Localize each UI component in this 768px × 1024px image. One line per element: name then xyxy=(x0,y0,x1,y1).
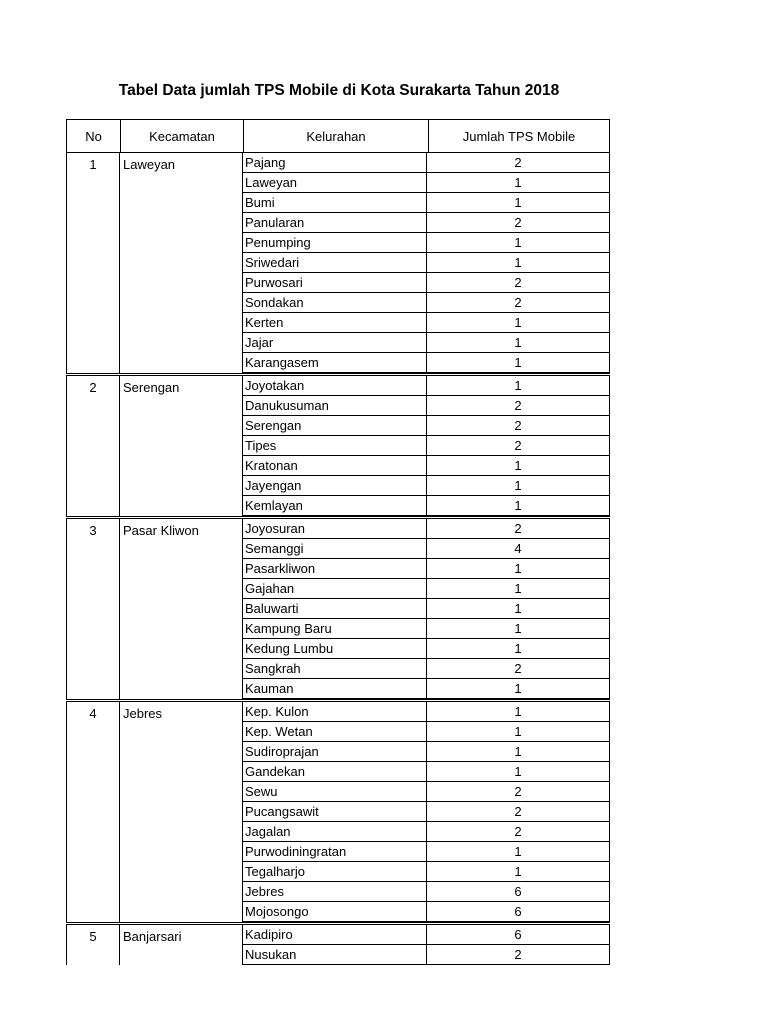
jumlah-cell: 2 xyxy=(427,822,610,841)
table-row xyxy=(243,822,610,842)
kelurahan-cell: Joyotakan xyxy=(243,376,427,395)
kelurahan-cell: Gajahan xyxy=(243,579,427,598)
table-row xyxy=(243,476,610,496)
table-row xyxy=(243,376,610,396)
table-row xyxy=(243,679,610,699)
jumlah-cell: 2 xyxy=(427,782,610,801)
jumlah-cell: 1 xyxy=(427,842,610,861)
table-row xyxy=(243,153,610,173)
table-row xyxy=(243,842,610,862)
table-row xyxy=(243,396,610,416)
group-no: 1 xyxy=(67,153,120,373)
kelurahan-cell: Kemlayan xyxy=(243,496,427,515)
jumlah-cell: 1 xyxy=(427,619,610,638)
header-jumlah: Jumlah TPS Mobile xyxy=(428,120,609,152)
table-row xyxy=(243,496,610,516)
jumlah-cell: 2 xyxy=(427,396,610,415)
table-row xyxy=(243,173,610,193)
kelurahan-cell: Jagalan xyxy=(243,822,427,841)
kelurahan-cell: Kauman xyxy=(243,679,427,698)
jumlah-cell: 2 xyxy=(427,273,610,292)
jumlah-cell: 2 xyxy=(427,293,610,312)
group-rows xyxy=(243,702,610,922)
tps-table xyxy=(66,119,610,965)
kelurahan-cell: Joyosuran xyxy=(243,519,427,538)
table-row xyxy=(243,416,610,436)
jumlah-cell: 1 xyxy=(427,702,610,721)
table-row xyxy=(243,639,610,659)
group-kecamatan: Serengan xyxy=(120,376,243,516)
kelurahan-cell: Kedung Lumbu xyxy=(243,639,427,658)
jumlah-cell: 1 xyxy=(427,333,610,352)
table-row xyxy=(243,559,610,579)
table-row xyxy=(243,253,610,273)
page-title: Tabel Data jumlah TPS Mobile di Kota Surakarta Tahun 2018 xyxy=(118,82,560,99)
jumlah-cell: 2 xyxy=(427,802,610,821)
group-kecamatan: Banjarsari xyxy=(120,925,243,965)
jumlah-cell: 2 xyxy=(427,416,610,435)
table-row xyxy=(243,925,610,945)
group-left xyxy=(66,519,243,699)
jumlah-cell: 2 xyxy=(427,213,610,232)
table-row xyxy=(243,233,610,253)
table-row xyxy=(243,193,610,213)
jumlah-cell: 1 xyxy=(427,233,610,252)
kelurahan-cell: Pasarkliwon xyxy=(243,559,427,578)
kelurahan-cell: Kep. Wetan xyxy=(243,722,427,741)
kelurahan-cell: Sangkrah xyxy=(243,659,427,678)
jumlah-cell: 1 xyxy=(427,376,610,395)
kelurahan-cell: Tipes xyxy=(243,436,427,455)
table-row xyxy=(243,273,610,293)
group-no: 3 xyxy=(67,519,120,699)
jumlah-cell: 1 xyxy=(427,762,610,781)
jumlah-cell: 1 xyxy=(427,253,610,272)
jumlah-cell: 1 xyxy=(427,353,610,372)
kelurahan-cell: Penumping xyxy=(243,233,427,252)
group-kecamatan: Laweyan xyxy=(120,153,243,373)
group-kecamatan: Jebres xyxy=(120,702,243,922)
table-header xyxy=(66,119,610,153)
table-row xyxy=(243,333,610,353)
header-no: No xyxy=(85,128,102,144)
kelurahan-cell: Sudiroprajan xyxy=(243,742,427,761)
kelurahan-cell: Pajang xyxy=(243,153,427,172)
table-row xyxy=(243,539,610,559)
group-rows xyxy=(243,376,610,516)
table-row xyxy=(243,456,610,476)
kecamatan-group xyxy=(66,699,610,922)
kelurahan-cell: Laweyan xyxy=(243,173,427,192)
jumlah-cell: 1 xyxy=(427,639,610,658)
kelurahan-cell: Jebres xyxy=(243,882,427,901)
jumlah-cell: 2 xyxy=(427,945,610,964)
jumlah-cell: 1 xyxy=(427,679,610,698)
kelurahan-cell: Jayengan xyxy=(243,476,427,495)
jumlah-cell: 2 xyxy=(427,519,610,538)
table-row xyxy=(243,293,610,313)
table-row xyxy=(243,945,610,965)
jumlah-cell: 6 xyxy=(427,882,610,901)
jumlah-cell: 1 xyxy=(427,173,610,192)
kecamatan-group xyxy=(66,373,610,516)
kecamatan-group xyxy=(66,516,610,699)
group-no: 2 xyxy=(67,376,120,516)
kelurahan-cell: Kerten xyxy=(243,313,427,332)
kelurahan-cell: Bumi xyxy=(243,193,427,212)
jumlah-cell: 1 xyxy=(427,456,610,475)
kelurahan-cell: Danukusuman xyxy=(243,396,427,415)
table-body xyxy=(66,153,610,965)
table-row xyxy=(243,436,610,456)
kelurahan-cell: Kep. Kulon xyxy=(243,702,427,721)
table-row xyxy=(243,353,610,373)
group-rows xyxy=(243,925,610,965)
kelurahan-cell: Sriwedari xyxy=(243,253,427,272)
table-row xyxy=(243,742,610,762)
kelurahan-cell: Kampung Baru xyxy=(243,619,427,638)
jumlah-cell: 1 xyxy=(427,313,610,332)
table-row xyxy=(243,702,610,722)
kelurahan-cell: Pucangsawit xyxy=(243,802,427,821)
jumlah-cell: 1 xyxy=(427,722,610,741)
kelurahan-cell: Nusukan xyxy=(243,945,427,964)
jumlah-cell: 1 xyxy=(427,742,610,761)
kelurahan-cell: Tegalharjo xyxy=(243,862,427,881)
group-left xyxy=(66,702,243,922)
jumlah-cell: 1 xyxy=(427,496,610,515)
jumlah-cell: 1 xyxy=(427,862,610,881)
jumlah-cell: 1 xyxy=(427,599,610,618)
kelurahan-cell: Purwosari xyxy=(243,273,427,292)
table-row xyxy=(243,313,610,333)
kelurahan-cell: Sewu xyxy=(243,782,427,801)
table-row xyxy=(243,882,610,902)
kelurahan-cell: Jajar xyxy=(243,333,427,352)
group-rows xyxy=(243,153,610,373)
jumlah-cell: 2 xyxy=(427,436,610,455)
group-rows xyxy=(243,519,610,699)
kecamatan-group xyxy=(66,922,610,965)
jumlah-cell: 6 xyxy=(427,925,610,944)
table-row xyxy=(243,802,610,822)
table-row xyxy=(243,213,610,233)
jumlah-cell: 1 xyxy=(427,579,610,598)
kelurahan-cell: Purwodiningratan xyxy=(243,842,427,861)
group-left xyxy=(66,376,243,516)
group-left xyxy=(66,153,243,373)
kelurahan-cell: Kratonan xyxy=(243,456,427,475)
kelurahan-cell: Sondakan xyxy=(243,293,427,312)
table-row xyxy=(243,762,610,782)
jumlah-cell: 1 xyxy=(427,193,610,212)
table-row xyxy=(243,619,610,639)
group-left xyxy=(66,925,243,965)
jumlah-cell: 2 xyxy=(427,659,610,678)
kelurahan-cell: Serengan xyxy=(243,416,427,435)
kelurahan-cell: Semanggi xyxy=(243,539,427,558)
jumlah-cell: 1 xyxy=(427,476,610,495)
table-row xyxy=(243,902,610,922)
table-row xyxy=(243,862,610,882)
jumlah-cell: 2 xyxy=(427,153,610,172)
table-row xyxy=(243,579,610,599)
table-row xyxy=(243,659,610,679)
header-kelurahan: Kelurahan xyxy=(243,120,428,152)
group-kecamatan: Pasar Kliwon xyxy=(120,519,243,699)
kelurahan-cell: Kadipiro xyxy=(243,925,427,944)
kelurahan-cell: Mojosongo xyxy=(243,902,427,921)
jumlah-cell: 4 xyxy=(427,539,610,558)
kelurahan-cell: Karangasem xyxy=(243,353,427,372)
group-no: 5 xyxy=(67,925,120,965)
table-row xyxy=(243,722,610,742)
kelurahan-cell: Panularan xyxy=(243,213,427,232)
table-row xyxy=(243,599,610,619)
jumlah-cell: 1 xyxy=(427,559,610,578)
header-kecamatan: Kecamatan xyxy=(120,120,243,152)
jumlah-cell: 6 xyxy=(427,902,610,921)
table-row xyxy=(243,519,610,539)
kecamatan-group xyxy=(66,153,610,373)
table-row xyxy=(243,782,610,802)
group-no: 4 xyxy=(67,702,120,922)
kelurahan-cell: Gandekan xyxy=(243,762,427,781)
kelurahan-cell: Baluwarti xyxy=(243,599,427,618)
